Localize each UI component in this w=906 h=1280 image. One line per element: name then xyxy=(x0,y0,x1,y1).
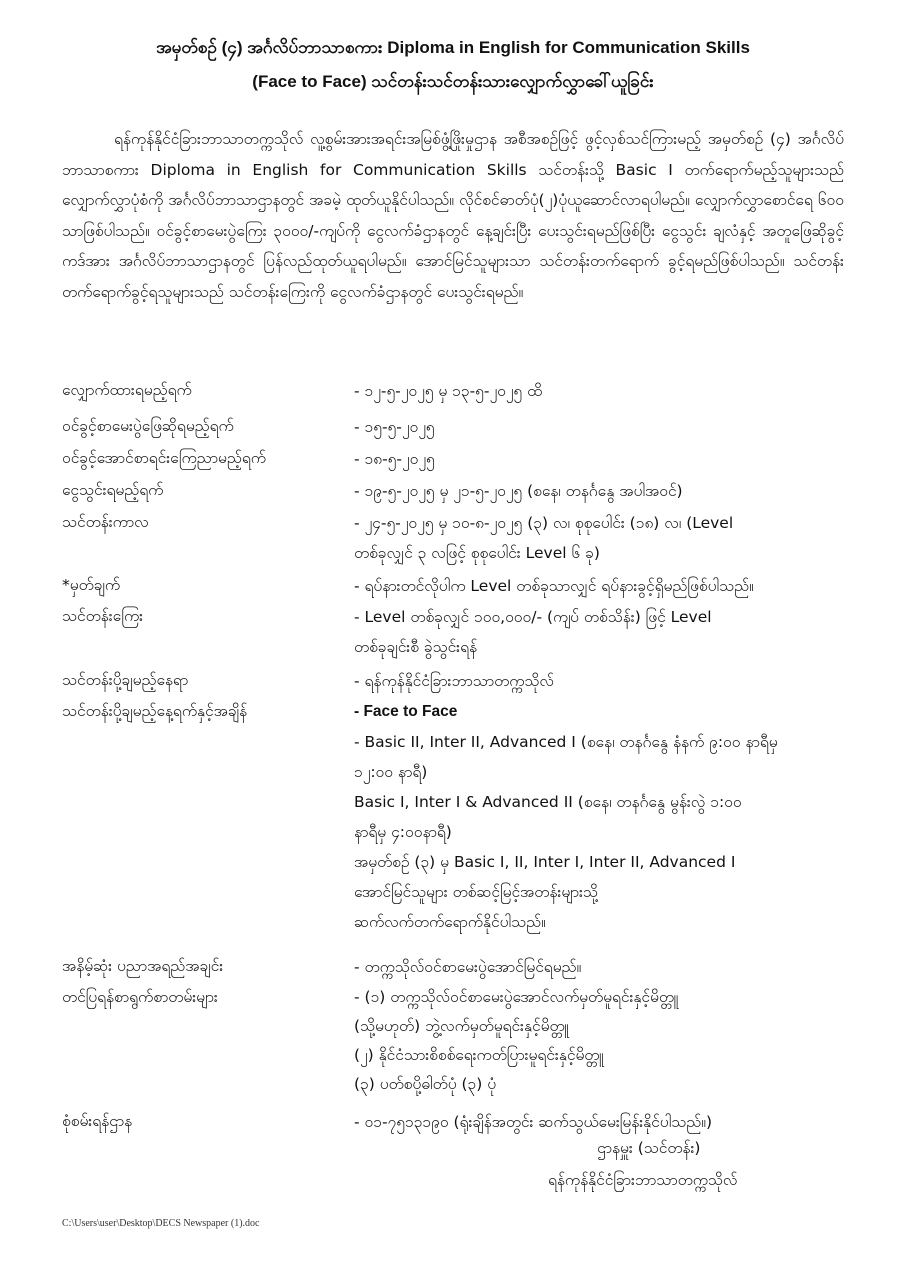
row-value: - ၁၈-၅-၂၀၂၅ xyxy=(354,450,435,468)
row-label: အနိမ့်ဆုံး ပညာအရည်အချင်း xyxy=(62,957,224,975)
row-value: - ၁၉-၅-၂၀၂၅ မှ ၂၁-၅-၂၀၂၅ (စနေ၊ တနင်္ဂနွေ အပါအဝင်) xyxy=(354,482,683,500)
schedule-mode: - Face to Face xyxy=(354,703,458,720)
document-item: - (၁) တက္ကသိုလ်ဝင်စာမေးပွဲအောင်လက်မှတ်မူရင်းနှင့်မိတ္တူ xyxy=(354,988,679,1006)
row-label: သင်တန်းကြေး xyxy=(62,607,144,625)
schedule-line: Basic I, Inter I & Advanced II (စနေ၊ တနင်္ဂနွေ မွန်းလွဲ ၁:၀၀ xyxy=(354,793,742,811)
schedule-line: အမှတ်စဉ် (၃) မှ Basic I, II, Inter I, Inter II, Advanced I xyxy=(354,853,736,871)
documents-list xyxy=(354,983,844,1099)
row-value: - Level တစ်ခုလျှင် ၁၀၀,၀၀၀/- (ကျပ် တစ်သိန်း) ဖြင့် Level တစ်ခုချင်းစီ ခွဲသွင်းရန် xyxy=(354,608,712,656)
row-label: သင်တန်းပို့ချမည့်နေရာ xyxy=(62,671,189,689)
row-value: - ၂၄-၅-၂၀၂၅ မှ ၁၀-၈-၂၀၂၅ (၃) လ၊ စုစုပေါင်း (၁၈) လ၊ (Level တစ်ခုလျှင် ၃ လဖြင့် စုစုပေါင်း Level ၆ ခု) xyxy=(354,514,734,562)
schedule-values xyxy=(354,697,844,937)
document-item: (၃) ပတ်စပို့ဓါတ်ပုံ (၃) ပုံ xyxy=(354,1075,497,1093)
schedule-line: နာရီမှ ၄:၀၀နာရီ) xyxy=(354,823,452,841)
schedule-line: ၁၂:၀၀ နာရီ) xyxy=(354,763,428,781)
schedule-line: ဆက်လက်တက်ရောက်နိုင်ပါသည်။ xyxy=(354,913,546,931)
intro-paragraph: ရန်ကုန်နိုင်ငံခြားဘာသာတက္ကသိုလ် လူ့စွမ်းအားအရင်းအမြစ်ဖွံ့ဖြိုးမှုဌာန အစီအစဉ်ဖြင့် ဖွင့်လှစ်သင်ကြားမည့် အမှတ်စဉ် (၄) အင်္ဂလိပ်ဘာသာစကား Diploma in English for Communication Skills သင်တန်းသို့ Basic I တက်ရောက်မည့်သူများသည် လျှောက်လွှာပုံစံကို အင်္ဂလိပ်ဘာသာဌာနတွင် အခမဲ့ ထုတ်ယူနိုင်ပါသည်။ လိုင်စင်ဓာတ်ပုံ(၂)ပုံယူဆောင်လာရပါမည်။ လျှောက်လွှာစောင်ရေ ၆၀၀ သာဖြစ်ပါသည်။ ဝင်ခွင့်စာမေးပွဲကြေး ၃၀၀၀/-ကျပ်ကို ငွေလက်ခံဌာနတွင် နေ့ချင်းပြီး ပေးသွင်းရမည်ဖြစ်ပြီး ငွေသွင်း ချလံနှင့် အတူဖြေဆိုခွင့်ကဒ်အား အင်္ဂလိပ်ဘာသာဌာနတွင် ပြန်လည်ထုတ်ယူရပါမည်။ အောင်မြင်သူများသာ သင်တန်းတက်ရောက် ခွင့်ရမည်ဖြစ်ပါသည်။ သင်တန်းတက်ရောက်ခွင့်ရသူများသည် သင်တန်းကြေးကို ငွေလက်ခံဌာနတွင် ပေးသွင်းရမည်။ xyxy=(62,130,844,301)
row-value: - ရပ်နားတင်လိုပါက Level တစ်ခုသာလျှင် ရပ်နားခွင့်ရှိမည်ဖြစ်ပါသည်။ xyxy=(354,577,754,595)
row-label: ငွေသွင်းရမည့်ရက် xyxy=(62,481,164,499)
row-value: - ရန်ကုန်နိုင်ငံခြားဘာသာတက္ကသိုလ် xyxy=(354,672,554,690)
title-line-1: အမှတ်စဉ် (၄) အင်္ဂလိပ်ဘာသာစကား Diploma in English for Communication Skills xyxy=(156,38,750,57)
row-value: - ၁၂-၅-၂၀၂၅ မှ ၁၃-၅-၂၀၂၅ ထိ xyxy=(354,382,543,400)
row-label: သင်တန်းပို့ချမည့်နေ့ရက်နှင့်အချိန် xyxy=(62,702,248,720)
row-label: စုံစမ်းရန်ဌာန xyxy=(62,1112,133,1130)
schedule-line: - Basic II, Inter II, Advanced I (စနေ၊ တနင်္ဂနွေ နံနက် ၉:၀၀ နာရီမှ xyxy=(354,733,778,751)
row-label: တင်ပြရန်စာရွက်စာတမ်းများ xyxy=(62,988,218,1006)
signature-institution: ရန်ကုန်နိုင်ငံခြားဘာသာတက္ကသိုလ် xyxy=(548,1171,738,1189)
row-value: - ၁၅-၅-၂၀၂၅ xyxy=(354,418,435,436)
row-label: ဝင်ခွင့်စာမေးပွဲဖြေဆိုရမည့်ရက် xyxy=(62,417,234,435)
signature-title: ဌာနမှူး (သင်တန်း) xyxy=(597,1139,701,1157)
row-label: သင်တန်းကာလ xyxy=(62,513,149,531)
title-line-2: (Face to Face) သင်တန်းသင်တန်းသားလျှောက်လွှာခေါ်ယူခြင်း xyxy=(252,72,654,91)
document-item: (၂) နိုင်ငံသားစိစစ်ရေးကတ်ပြားမူရင်းနှင့်မိတ္တူ xyxy=(354,1046,604,1064)
document-item: (သို့မဟုတ်) ဘွဲ့လက်မှတ်မူရင်းနှင့်မိတ္တူ xyxy=(354,1017,569,1035)
row-value: - ၀၁-၇၅၁၃၁၉၀ (ရုံးချိန်အတွင်း ဆက်သွယ်မေးမြန်းနိုင်ပါသည်။) xyxy=(354,1113,713,1131)
row-value: - တက္ကသိုလ်ဝင်စာမေးပွဲအောင်မြင်ရမည်။ xyxy=(354,958,582,976)
file-path-footer: C:\Users\user\Desktop\DECS Newspaper (1).doc xyxy=(62,1218,260,1229)
row-label: *မှတ်ချက် xyxy=(62,576,121,594)
row-label: ဝင်ခွင့်အောင်စာရင်းကြေညာမည့်ရက် xyxy=(62,449,266,467)
row-label: လျှောက်ထားရမည့်ရက် xyxy=(62,381,192,399)
schedule-line: အောင်မြင်သူများ တစ်ဆင့်မြင့်အတန်းများသို့ xyxy=(354,883,598,901)
